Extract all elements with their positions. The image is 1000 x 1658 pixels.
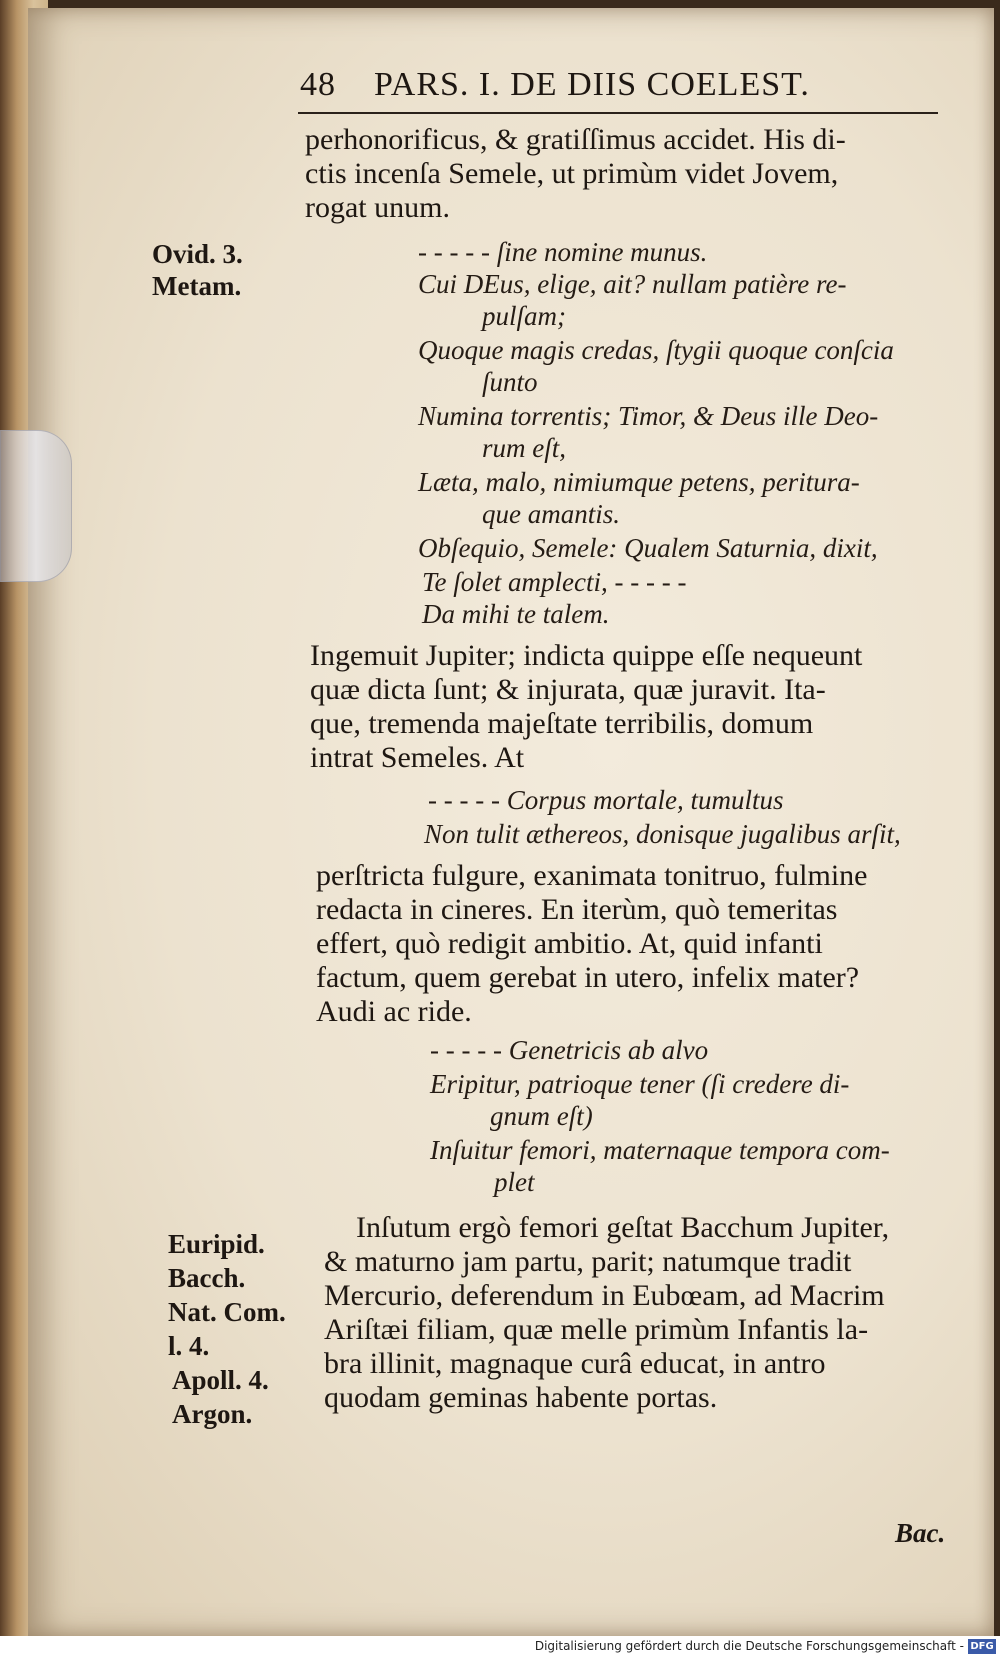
verse-line: Non tulit æthereos, donisque jugalibus arſit, — [424, 819, 901, 849]
body-line: redacta in cineres. En iterùm, quò temeritas — [316, 893, 838, 926]
body-line: que, tremenda majeſtate terribilis, domum — [310, 707, 814, 740]
margin-note-line: Nat. Com. — [168, 1297, 286, 1327]
margin-note-line: Euripid. — [168, 1229, 265, 1259]
margin-note-line: Argon. — [172, 1399, 253, 1429]
verse-line: ſunto — [482, 367, 538, 397]
body-line: rogat unum. — [305, 191, 450, 224]
verse-line: Cui DEus, elige, ait? nullam patière re- — [418, 269, 847, 299]
body-line: quodam geminas habente portas. — [324, 1381, 718, 1414]
verse-line: - - - - - ſine nomine munus. — [418, 237, 708, 267]
body-line: perſtricta fulgure, exanimata tonitruo, fulmine — [316, 859, 868, 892]
body-line: factum, quem gerebat in utero, infelix mater? — [316, 961, 860, 994]
margin-note-line: Bacch. — [168, 1263, 246, 1293]
verse-line: Læta, malo, nimiumque petens, peritura- — [418, 467, 860, 497]
body-line: bra illinit, magnaque curâ educat, in antro — [324, 1347, 826, 1380]
body-line: quæ dicta ſunt; & injurata, quæ juravit. Ita- — [310, 673, 826, 706]
verse-line: pulſam; — [482, 301, 566, 331]
header-rule — [298, 112, 938, 114]
body-line: Ingemuit Jupiter; indicta quippe eſſe nequeunt — [310, 639, 863, 672]
verse-line: Quoque magis credas, ſtygii quoque conſcia — [418, 335, 894, 365]
dfg-logo-icon: DFG — [968, 1639, 996, 1654]
running-header — [300, 66, 860, 104]
verse-line: plet — [494, 1167, 535, 1197]
running-title: PARS. I. DE DIIS COELEST. — [374, 66, 810, 103]
body-line: intrat Semeles. At — [310, 741, 525, 774]
body-line: & maturno jam partu, parit; natumque tradit — [324, 1245, 852, 1278]
verse-line: Da mihi te talem. — [422, 599, 610, 629]
verse-line: - - - - - Corpus mortale, tumultus — [428, 785, 784, 815]
page-number: 48 — [300, 66, 336, 103]
verse-line: que amantis. — [482, 499, 620, 529]
margin-note-line: Ovid. 3. — [152, 239, 243, 269]
catchword: Bac. — [895, 1518, 946, 1548]
verse-line: Eripitur, patrioque tener (ſi credere di- — [430, 1069, 850, 1099]
margin-note-line: Apoll. 4. — [172, 1365, 269, 1395]
verse-line: Obſequio, Semele: Qualem Saturnia, dixit, — [418, 533, 878, 563]
verse-line: Te ſolet amplecti, - - - - - — [422, 567, 687, 597]
verse-line: Numina torrentis; Timor, & Deus ille Deo- — [418, 401, 879, 431]
verse-line: - - - - - Genetricis ab alvo — [430, 1035, 709, 1065]
verse-line: rum eſt, — [482, 433, 566, 463]
body-line: Inſutum ergò femori geſtat Bacchum Jupiter, — [356, 1211, 890, 1244]
verse-line: gnum eſt) — [490, 1101, 593, 1131]
margin-note-line: l. 4. — [168, 1331, 210, 1361]
body-line: Mercurio, deferendum in Eubœam, ad Macrim — [324, 1279, 885, 1312]
body-line: Audi ac ride. — [316, 995, 472, 1028]
footer-credit: Digitalisierung gefördert durch die Deutsche Forschungsgemeinschaft - — [534, 1639, 964, 1653]
margin-note-line: Metam. — [152, 271, 242, 301]
page-clip — [0, 430, 72, 582]
body-line: Ariſtæi filiam, quæ melle primùm Infantis la- — [324, 1313, 869, 1346]
body-line: effert, quò redigit ambitio. At, quid infanti — [316, 927, 823, 960]
body-line: ctis incenſa Semele, ut primùm videt Jovem, — [305, 157, 839, 190]
digitization-footer — [0, 1636, 1000, 1658]
body-line: perhonorificus, & gratiſſimus accidet. His di- — [305, 123, 846, 156]
verse-line: Inſuitur femori, maternaque tempora com- — [430, 1135, 890, 1165]
